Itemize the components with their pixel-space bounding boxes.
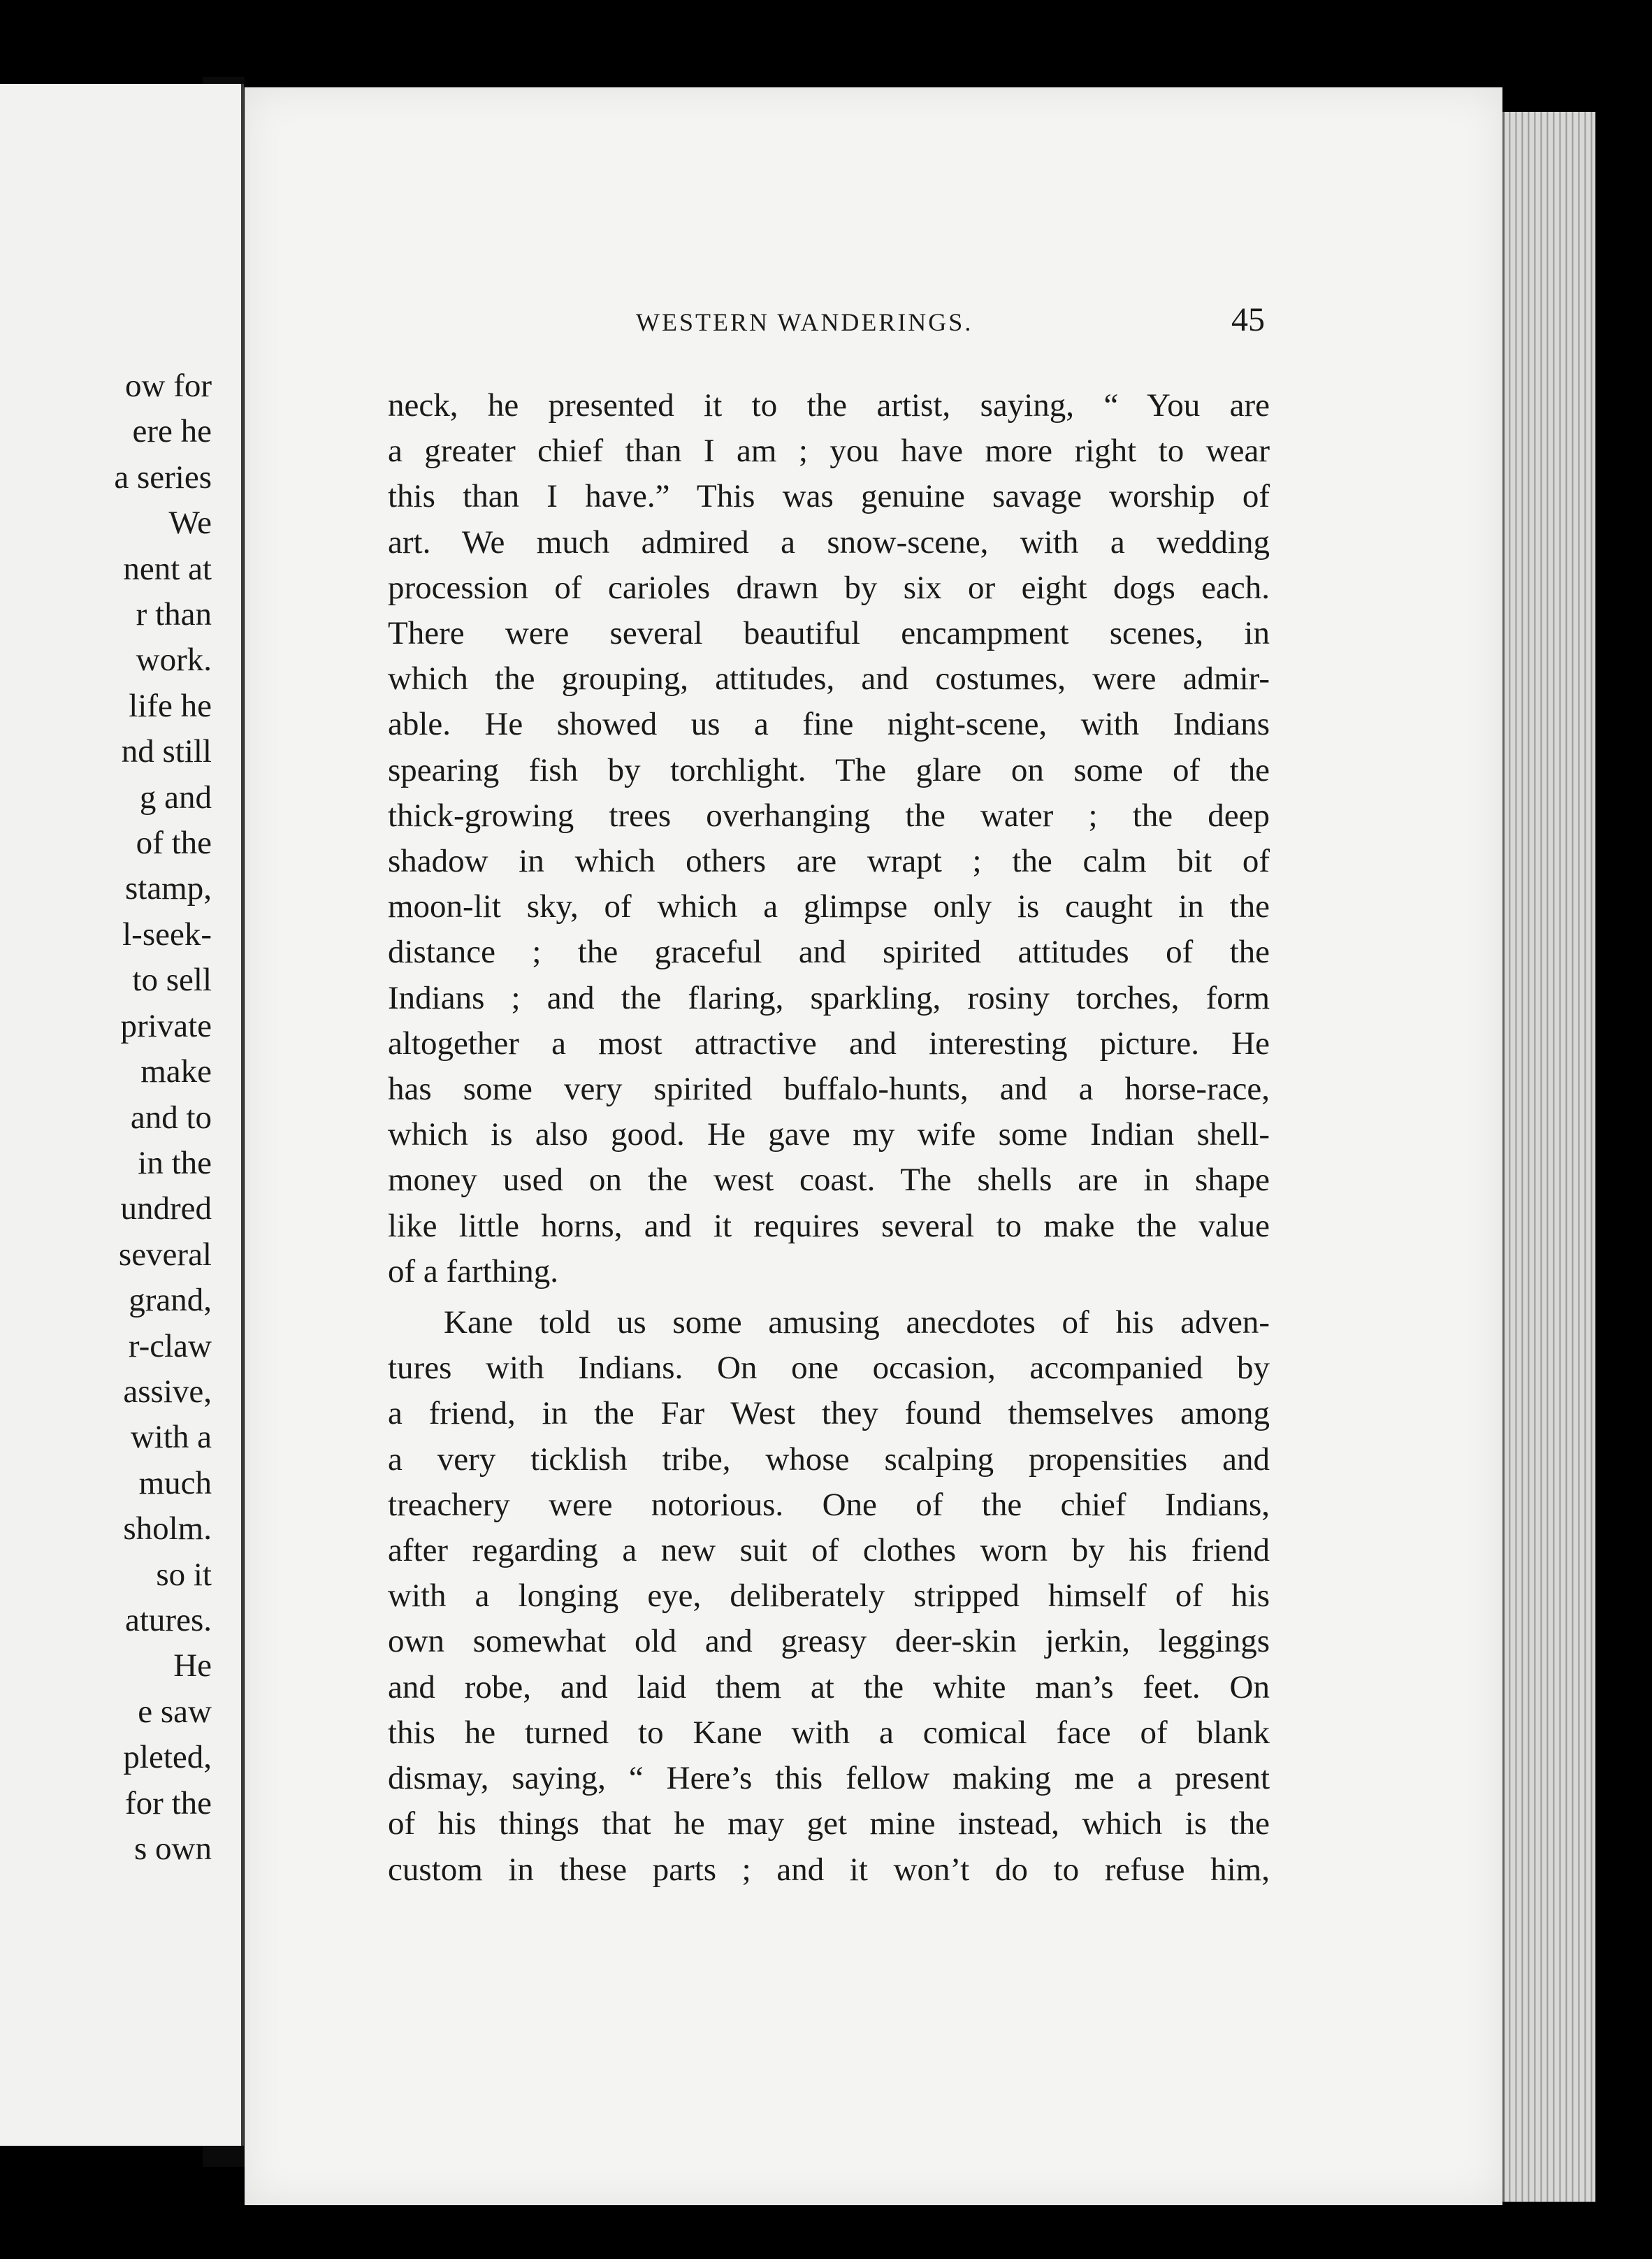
- left-page-line: in the: [138, 1144, 212, 1181]
- text-line: own somewhat old and greasy deer-skin jerkin, leggings: [388, 1623, 1270, 1660]
- text-line: a very ticklish tribe, whose scalping propensities and: [388, 1441, 1270, 1478]
- text-line: after regarding a new suit of clothes worn by his friend: [388, 1532, 1270, 1569]
- text-line: which is also good. He gave my wife some Indian shell-: [388, 1116, 1270, 1153]
- text-line: Kane told us some amusing anecdotes of his adven-: [444, 1304, 1270, 1341]
- left-page-line: life he: [129, 687, 212, 724]
- left-page-line: several: [118, 1236, 212, 1273]
- left-page-line: of the: [136, 825, 212, 862]
- page-edges: [1502, 112, 1595, 2202]
- text-line: procession of carioles drawn by six or eight dogs each.: [388, 569, 1270, 606]
- left-page-line: a series: [114, 459, 212, 496]
- left-page-line: for the: [125, 1784, 212, 1821]
- text-line: of his things that he may get mine instead, which is the: [388, 1805, 1270, 1842]
- text-line: with a longing eye, deliberately stripped himself of his: [388, 1578, 1270, 1615]
- left-page-fragment: [0, 84, 244, 2146]
- left-page-line: g and: [139, 779, 212, 816]
- text-line: able. He showed us a fine night-scene, with Indians: [388, 706, 1270, 743]
- text-line: this he turned to Kane with a comical face of blank: [388, 1714, 1270, 1751]
- left-page-line: s own: [134, 1831, 212, 1867]
- left-page-text: [2, 363, 212, 1872]
- text-line: thick-growing trees overhanging the water ; the deep: [388, 797, 1270, 834]
- left-page-line: stamp,: [124, 870, 212, 907]
- text-line: and robe, and laid them at the white man’s feet. On: [388, 1668, 1270, 1705]
- left-page-line: nd still: [121, 733, 212, 770]
- text-line: tures with Indians. On one occasion, accompanied by: [388, 1350, 1270, 1387]
- running-head: WESTERN WANDERINGS.: [636, 308, 973, 336]
- left-page-line: grand,: [129, 1282, 212, 1319]
- left-page-line: e saw: [138, 1693, 212, 1730]
- text-line: of a farthing.: [388, 1253, 559, 1290]
- left-page-line: private: [120, 1007, 212, 1044]
- text-line: which the grouping, attitudes, and costumes, were admir-: [388, 661, 1270, 698]
- text-line: dismay, saying, “ Here’s this fellow making me a present: [388, 1760, 1270, 1797]
- left-page-line: much: [138, 1464, 212, 1501]
- text-line: this than I have.” This was genuine savage worship of: [388, 478, 1270, 515]
- left-page-line: to sell: [132, 962, 212, 999]
- left-page-line: work.: [136, 642, 212, 679]
- text-line: moon-lit sky, of which a glimpse only is caught in the: [388, 888, 1270, 925]
- text-line: Indians ; and the flaring, sparkling, rosiny torches, form: [388, 979, 1270, 1016]
- text-line: a friend, in the Far West they found themselves among: [388, 1395, 1270, 1432]
- text-line: spearing fish by torchlight. The glare on some of the: [388, 751, 1270, 788]
- left-page-line: sholm.: [123, 1510, 212, 1547]
- left-page-line: r than: [136, 596, 212, 633]
- text-line: a greater chief than I am ; you have more right to wear: [388, 433, 1270, 470]
- text-line: There were several beautiful encampment scenes, in: [388, 615, 1270, 652]
- left-page-line: with a: [130, 1419, 212, 1456]
- text-line: has some very spirited buffalo-hunts, and a horse-race,: [388, 1071, 1270, 1108]
- left-page-line: nent at: [123, 550, 212, 587]
- paragraph-gap: [388, 1294, 1270, 1300]
- text-line: like little horns, and it requires several to make the value: [388, 1207, 1270, 1244]
- text-line: custom in these parts ; and it won’t do to refuse him,: [388, 1851, 1270, 1888]
- text-line: shadow in which others are wrapt ; the calm bit of: [388, 843, 1270, 880]
- text-line: art. We much admired a snow-scene, with a wedding: [388, 524, 1270, 561]
- left-page-line: atures.: [125, 1601, 212, 1638]
- text-line: distance ; the graceful and spirited attitudes of the: [388, 934, 1270, 971]
- left-page-line: so it: [156, 1556, 212, 1593]
- text-line: treachery were notorious. One of the chief Indians,: [388, 1486, 1270, 1523]
- left-page-line: pleted,: [123, 1739, 212, 1776]
- left-page-line: ere he: [132, 413, 212, 450]
- page-number: 45: [1231, 301, 1265, 338]
- body-text: [388, 383, 1270, 1893]
- text-line: money used on the west coast. The shells are in shape: [388, 1162, 1270, 1199]
- left-page-line: and to: [130, 1099, 212, 1136]
- left-page-line: We: [168, 505, 212, 542]
- left-page-line: make: [140, 1053, 212, 1090]
- left-page-line: r-claw: [128, 1327, 212, 1364]
- left-page-line: assive,: [123, 1373, 212, 1410]
- left-page-line: He: [173, 1647, 212, 1684]
- text-line: altogether a most attractive and interesting picture. He: [388, 1025, 1270, 1062]
- text-line: neck, he presented it to the artist, saying, “ You are: [388, 387, 1270, 424]
- left-page-line: l-seek-: [122, 916, 212, 953]
- left-page-line: undred: [120, 1190, 212, 1227]
- left-page-line: ow for: [125, 368, 212, 404]
